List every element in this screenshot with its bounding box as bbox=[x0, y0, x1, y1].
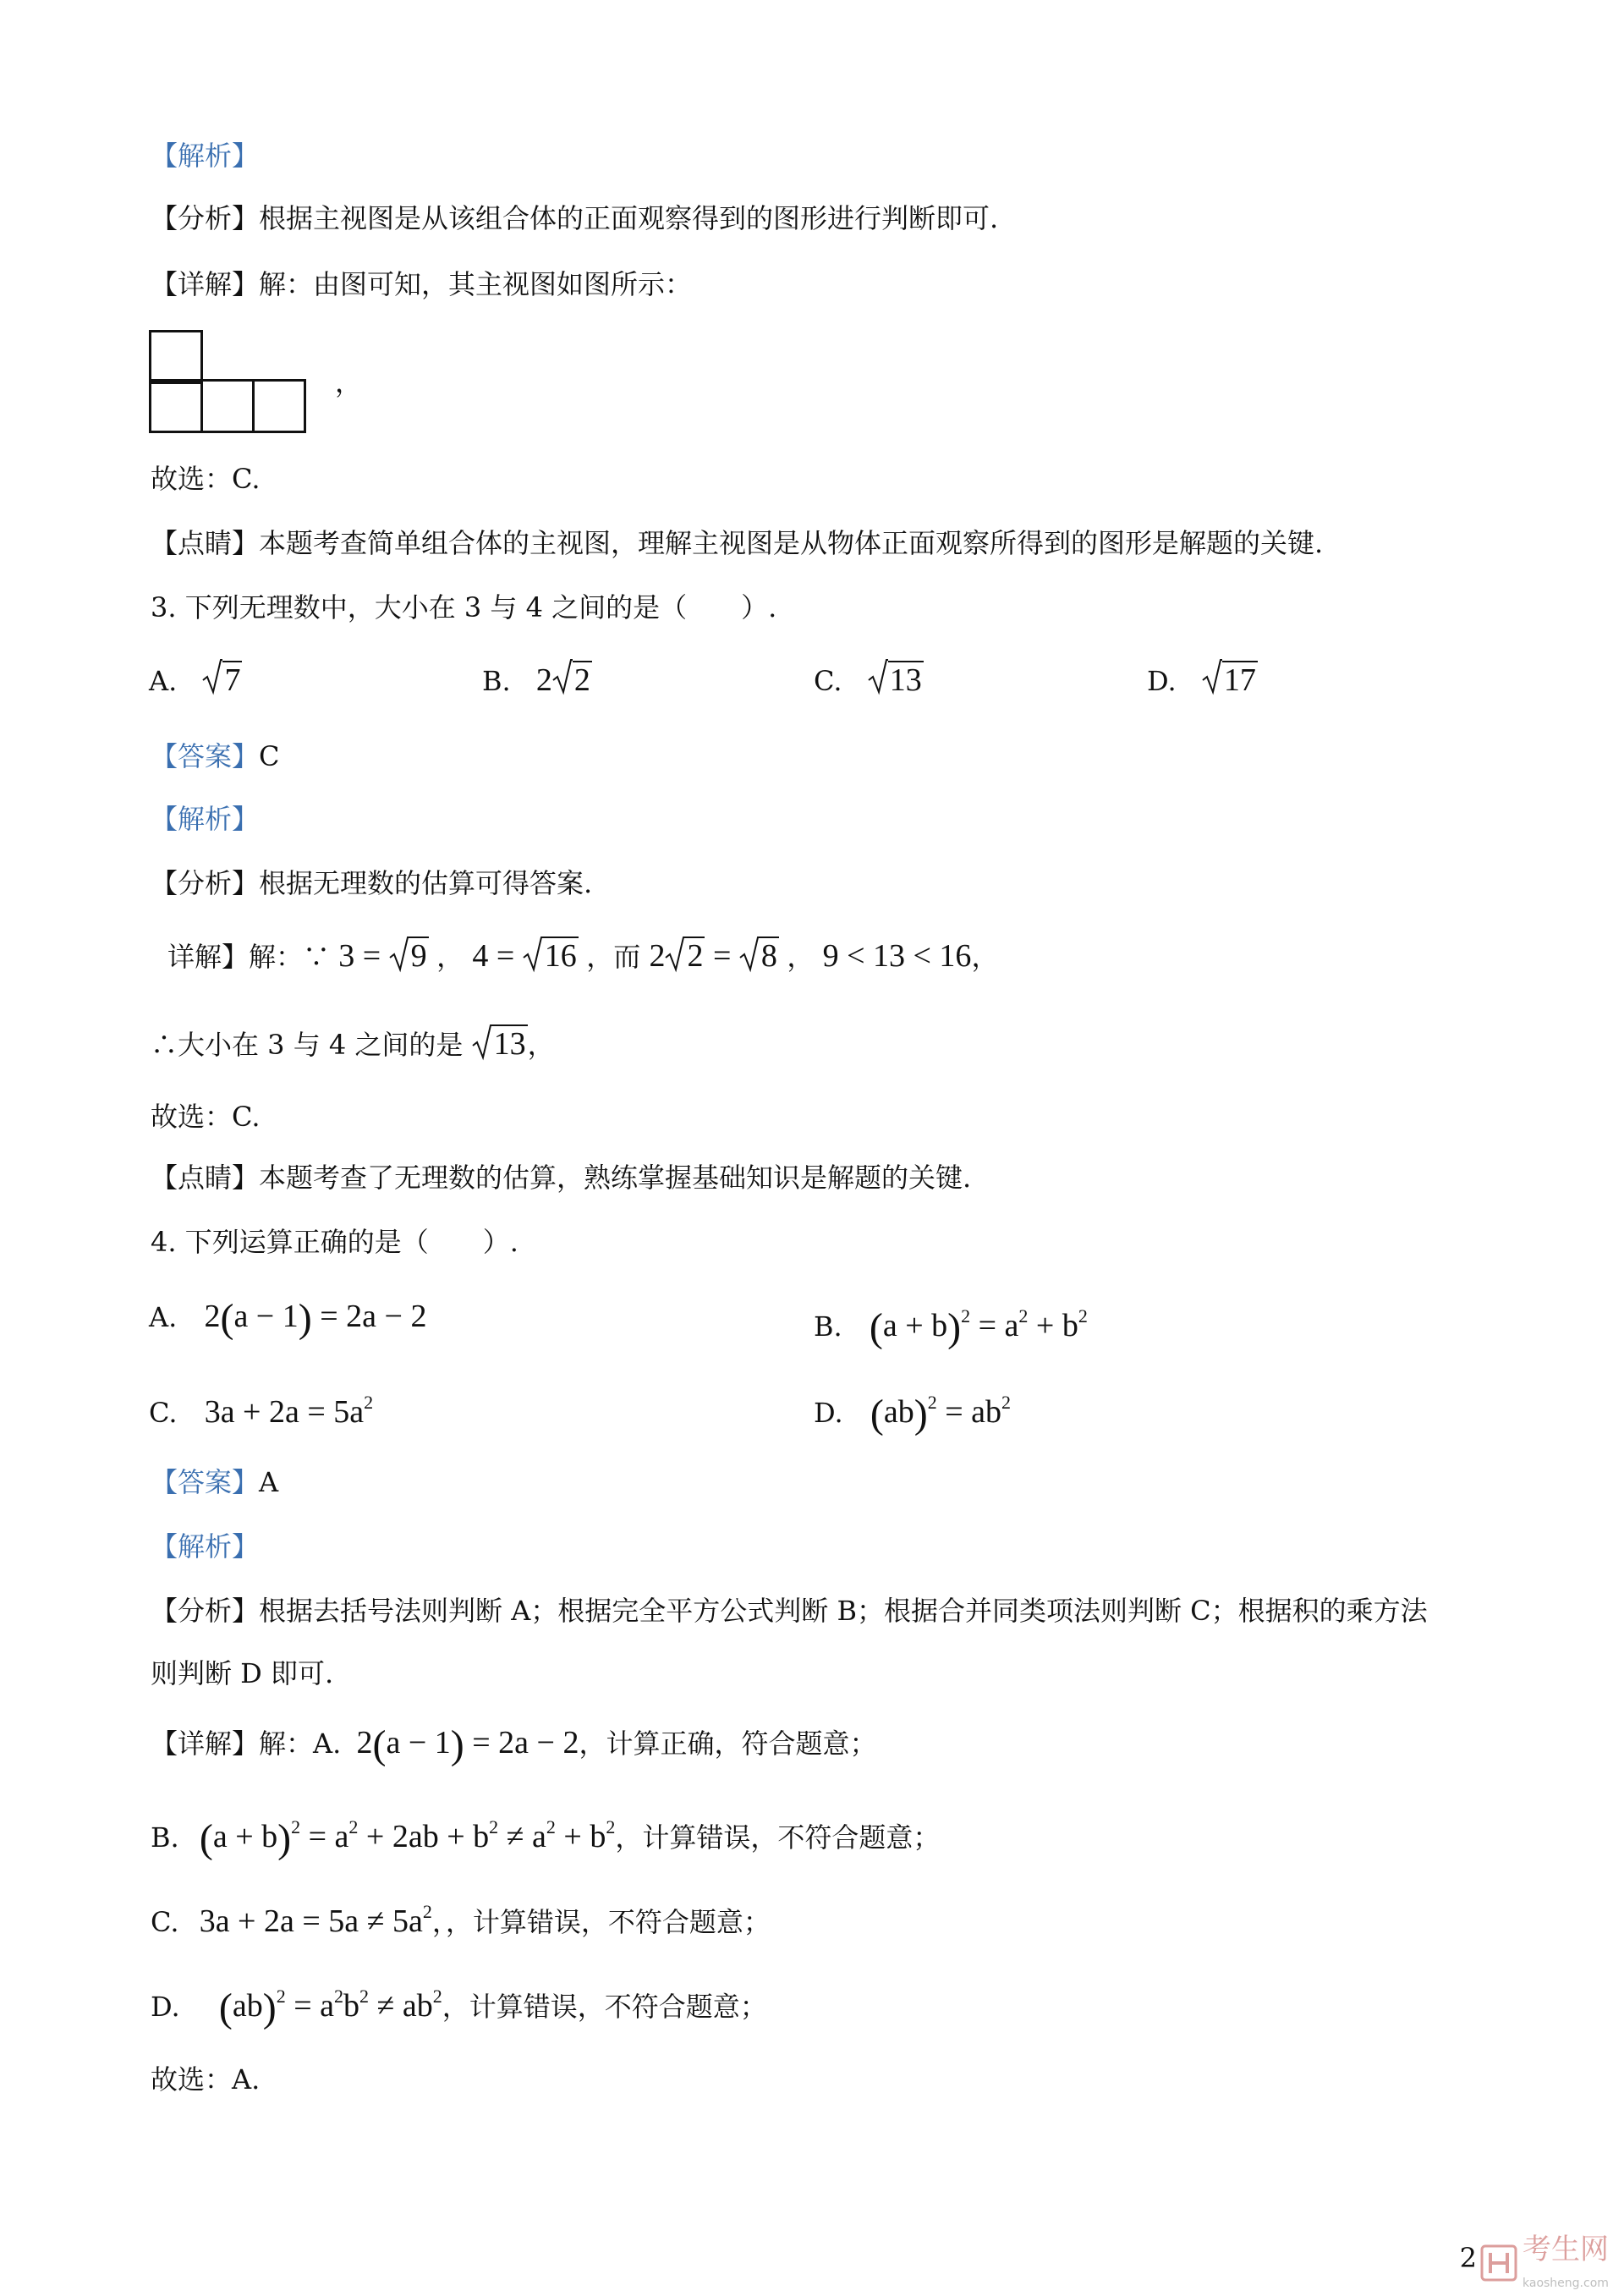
figure-cell-bottom-2 bbox=[200, 379, 255, 433]
q3-option-a: A. 7 bbox=[149, 662, 242, 700]
q2-detail: 【详解】解：由图可知，其主视图如图所示： bbox=[151, 268, 693, 300]
watermark-text-en: kaosheng.com bbox=[1522, 2277, 1609, 2290]
q4-detail-c: C. $3a + 2a = 5a \ne 5a^2$，，计算错误，不符合题意； bbox=[151, 1901, 771, 1939]
q3-detail: 详解】解：∵ 3 = 9 ， 4 = 16 ，而 2 2 = 8 ， 9 < 13 < 16， bbox=[167, 938, 999, 974]
q3-therefore: ∴大小在 3 与 4 之间的是 13， bbox=[151, 1026, 555, 1062]
q4-answer: 【答案】A bbox=[151, 1466, 279, 1498]
watermark-text-cn: 考生网 bbox=[1522, 2233, 1609, 2266]
watermark bbox=[1480, 2235, 1609, 2291]
q3-conclusion: 故选：C. bbox=[151, 1101, 261, 1133]
page-number: 2 bbox=[1459, 2242, 1477, 2274]
q4-detail-d: D. $(ab)^2 = a^2b^2 \ne ab^2$，计算错误，不符合题意； bbox=[151, 1986, 767, 2030]
front-view-figure bbox=[149, 330, 306, 433]
kaosheng-logo-icon bbox=[1480, 2244, 1517, 2282]
figure-cell-bottom-3 bbox=[252, 379, 306, 433]
q4-option-b: B. $(a + b)^2 = a^2 + b^2$ bbox=[814, 1305, 1088, 1350]
q4-analysis-line-2: 则判断 D 即可. bbox=[151, 1657, 334, 1689]
q4-conclusion: 故选：A. bbox=[151, 2063, 261, 2096]
q4-detail-b: B. $(a + b)^2 = a^2 + 2ab + b^2 \ne a^2 + b^2$，计算错误，不符合题意； bbox=[151, 1816, 941, 1861]
q4-option-d: D. $(ab)^2 = ab^2$ bbox=[814, 1392, 1011, 1436]
figure-cell-bottom-1 bbox=[149, 379, 203, 433]
q3-answer: 【答案】C bbox=[151, 740, 280, 772]
q4-option-c: C. $3a + 2a = 5a^2$ bbox=[149, 1392, 374, 1430]
q3-analysis: 【分析】根据无理数的估算可得答案. bbox=[151, 867, 593, 899]
q3-option-d: D. 17 bbox=[1147, 662, 1258, 700]
q3-option-c: C. 13 bbox=[814, 662, 924, 700]
q2-remark: 【点睛】本题考查简单组合体的主视图，理解主视图是从物体正面观察所得到的图形是解题的关键. bbox=[151, 527, 1324, 559]
q4-jiexi-heading: 【解析】 bbox=[151, 1530, 260, 1563]
q4-detail-a: 【详解】解：A. 2(a − 1) = 2a − 2，计算正确，符合题意； bbox=[151, 1722, 877, 1767]
q3-remark: 【点睛】本题考查了无理数的估算，熟练掌握基础知识是解题的关键. bbox=[151, 1162, 972, 1194]
q3-option-b: B. 2 2 bbox=[482, 662, 592, 700]
q4-option-a: A. 2(a − 1) = 2a − 2 bbox=[149, 1296, 427, 1341]
q2-conclusion: 故选：C. bbox=[151, 463, 261, 495]
q4-stem: 4. 下列运算正确的是（ ）. bbox=[151, 1226, 518, 1258]
q2-analysis: 【分析】根据主视图是从该组合体的正面观察得到的图形进行判断即可. bbox=[151, 202, 999, 234]
q2-jiexi-heading: 【解析】 bbox=[151, 140, 260, 172]
q4-analysis-line-1: 【分析】根据去括号法则判断 A；根据完全平方公式判断 B；根据合并同类项法则判断 C；根据积的乘方法 bbox=[151, 1595, 1428, 1627]
figure-comma: ， bbox=[335, 366, 363, 398]
q3-stem: 3. 下列无理数中，大小在 3 与 4 之间的是（ ）. bbox=[151, 591, 777, 623]
figure-cell-top bbox=[149, 330, 203, 384]
q3-jiexi-heading: 【解析】 bbox=[151, 803, 260, 835]
